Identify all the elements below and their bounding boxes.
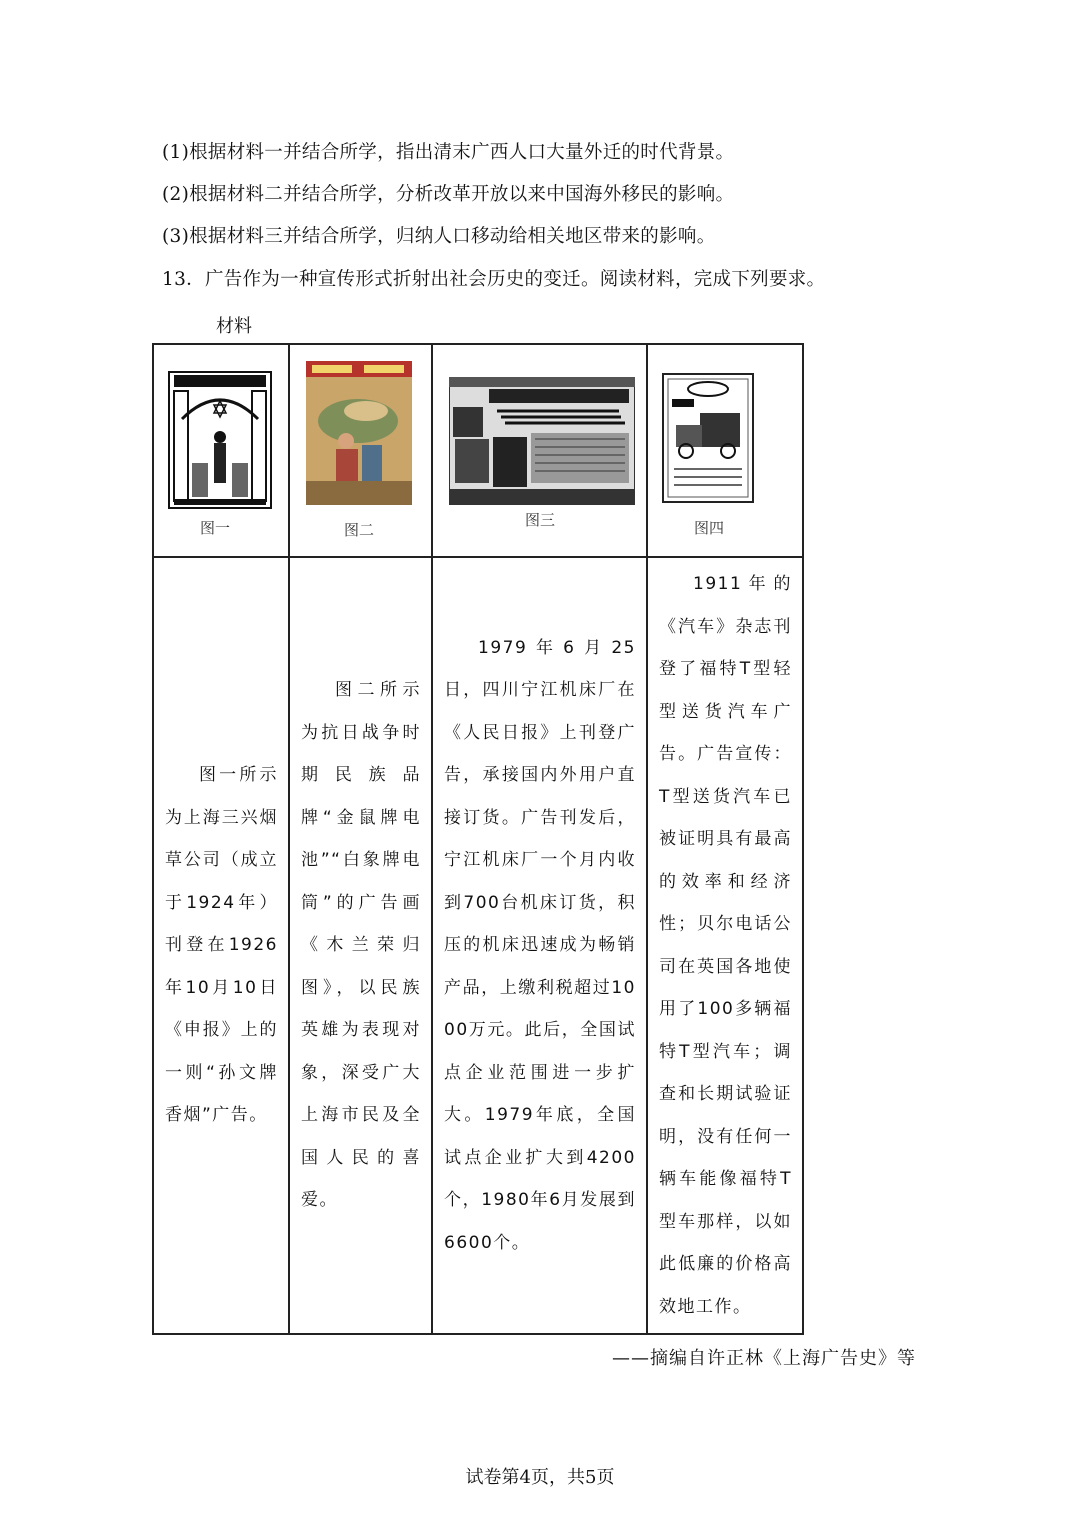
question-13: 13．广告作为一种宣传形式折射出社会历史的变迁。阅读材料，完成下列要求。 bbox=[162, 269, 826, 290]
figure-4-cell bbox=[647, 344, 803, 557]
figure-2-cell bbox=[289, 344, 432, 557]
figure-4-description: 1911年的《汽车》杂志刊登了福特T型轻型送货汽车广告。广告宣传：T型送货汽车已被证明具有最高的效率和经济性；贝尔电话公司在英国各地使用了100多辆福特T型汽车；调查和长期试验证明，没有任何一辆车能像福特T型车那样，以如此低廉的价格高效地工作。 bbox=[659, 574, 792, 1317]
source-citation: ——摘编自许正林《上海广告史》等 bbox=[612, 1348, 916, 1369]
figure-4-description-cell bbox=[647, 557, 803, 1334]
cigarette-ad-image bbox=[168, 371, 272, 509]
figure-3-cell bbox=[432, 344, 647, 557]
figure-1-cell bbox=[153, 344, 289, 557]
mulan-poster-image bbox=[306, 361, 412, 505]
figure-1-caption: 图一 bbox=[200, 519, 231, 537]
figure-2-description-cell bbox=[289, 557, 432, 1334]
machine-tool-ad-image bbox=[449, 377, 635, 505]
material-label: 材料 bbox=[216, 316, 252, 337]
question-3: (3)根据材料三并结合所学，归纳人口移动给相关地区带来的影响。 bbox=[162, 226, 716, 247]
question-1: (1)根据材料一并结合所学，指出清末广西人口大量外迁的时代背景。 bbox=[162, 142, 735, 163]
figure-4-caption: 图四 bbox=[694, 519, 725, 537]
material-table bbox=[152, 343, 804, 1335]
figure-1-description: 图一所示为上海三兴烟草公司（成立于1924年）刊登在1926年10月10日《申报》上的一则“孙文牌香烟”广告。 bbox=[165, 765, 278, 1126]
page-footer: 试卷第4页，共5页 bbox=[465, 1467, 615, 1488]
figure-3-description: 1979年6月25日，四川宁江机床厂在《人民日报》上刊登广告，承接国内外用户直接订货。广告刊发后，宁江机床厂一个月内收到700台机床订货，积压的机床迅速成为畅销产品，上缴利税超过1000万元。此后，全国试点企业范围进一步扩大。1979年底，全国试点企业扩大到4200个，1980年6月发展到6600个。 bbox=[444, 637, 636, 1253]
ford-truck-ad-image bbox=[662, 373, 754, 503]
figure-2-description: 图二所示为抗日战争时期民族品牌“金鼠牌电池”“白象牌电筒”的广告画《木兰荣归图》，以民族英雄为表现对象，深受广大上海市民及全国人民的喜爱。 bbox=[301, 680, 421, 1211]
figure-1-description-cell bbox=[153, 557, 289, 1334]
figure-3-caption: 图三 bbox=[525, 511, 556, 529]
figure-2-caption: 图二 bbox=[344, 521, 375, 539]
figure-3-description-cell bbox=[432, 557, 647, 1334]
question-2: (2)根据材料二并结合所学，分析改革开放以来中国海外移民的影响。 bbox=[162, 184, 735, 205]
